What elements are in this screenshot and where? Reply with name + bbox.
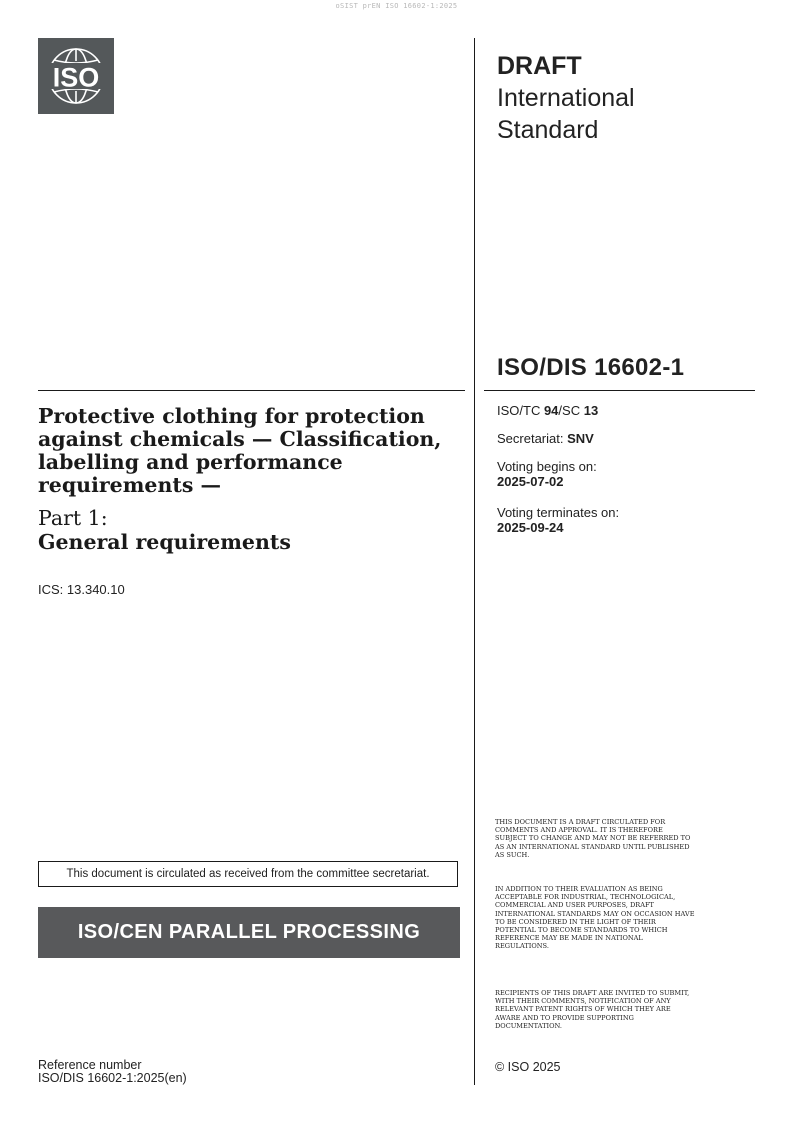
copyright: © ISO 2025 xyxy=(495,1060,561,1074)
logo-text: ISO xyxy=(52,62,100,93)
sc-prefix: /SC xyxy=(558,403,584,418)
voting-begins-value: 2025-07-02 xyxy=(497,474,564,489)
voting-begins xyxy=(497,459,597,489)
voting-terminates-value: 2025-09-24 xyxy=(497,520,564,535)
voting-terminates-label: Voting terminates on: xyxy=(497,505,620,520)
international-label: International xyxy=(497,84,635,112)
iso-logo xyxy=(38,38,114,114)
standard-label: Standard xyxy=(497,116,599,144)
draft-label: DRAFT xyxy=(497,52,582,80)
committee-line xyxy=(497,403,598,418)
left-horizontal-rule xyxy=(38,390,465,391)
tc-prefix: ISO/TC xyxy=(497,403,544,418)
right-horizontal-rule xyxy=(484,390,755,391)
document-type-heading xyxy=(497,50,635,146)
ics-code: ICS: 13.340.10 xyxy=(38,582,125,597)
part-line: Part 1: xyxy=(38,506,108,530)
sc-number: 13 xyxy=(583,403,599,418)
reference-number xyxy=(38,1059,187,1085)
title-main: Protective clothing for protection against chemicals — Classification, labelling and performance requirements — xyxy=(38,404,442,497)
draft-notice-3: RECIPIENTS OF THIS DRAFT ARE INVITED TO SUBMIT, WITH THEIR COMMENTS, NOTIFICATION OF ANY RELEVANT PATENT RIGHTS OF WHICH THEY ARE AWARE AND TO PROVIDE SUPPORTING DOCUMENTATION. xyxy=(495,989,690,1030)
tc-number: 94 xyxy=(543,403,559,418)
document-title xyxy=(38,405,458,554)
voting-begins-label: Voting begins on: xyxy=(497,459,597,474)
draft-notice-2: IN ADDITION TO THEIR EVALUATION AS BEING ACCEPTABLE FOR INDUSTRIAL, TECHNOLOGICAL, COMMERCIAL AND USER PURPOSES, DRAFT INTERNATIONAL STANDARDS MAY ON OCCASION HAVE TO BE CONSIDERED IN THE LIGHT OF THEIR POTENTIAL TO BECOME STANDARDS TO WHICH REFERENCE MAY BE MADE IN NATIONAL REGULATIONS. xyxy=(495,885,695,951)
circulated-notice: This document is circulated as received from the committee secretariat. xyxy=(38,861,458,887)
secretariat-line xyxy=(497,431,594,446)
iso-globe-logo-icon xyxy=(38,38,114,114)
watermark-text: oSIST prEN ISO 16602-1:2025 xyxy=(335,2,458,10)
reference-label: Reference number xyxy=(38,1058,142,1072)
secretariat-value: SNV xyxy=(567,431,594,446)
voting-terminates xyxy=(497,505,619,535)
standard-number: ISO/DIS 16602-1 xyxy=(497,354,685,381)
parallel-processing-banner: ISO/CEN PARALLEL PROCESSING xyxy=(38,907,460,958)
reference-value: ISO/DIS 16602-1:2025(en) xyxy=(38,1071,187,1085)
secretariat-label: Secretariat: xyxy=(497,431,568,446)
part-title: General requirements xyxy=(38,530,291,554)
vertical-divider xyxy=(474,38,475,1085)
draft-notice-1: THIS DOCUMENT IS A DRAFT CIRCULATED FOR COMMENTS AND APPROVAL. IT IS THEREFORE SUBJECT TO CHANGE AND MAY NOT BE REFERRED TO AS AN INTERNATIONAL STANDARD UNTIL PUBLISHED AS SUCH. xyxy=(495,818,691,859)
